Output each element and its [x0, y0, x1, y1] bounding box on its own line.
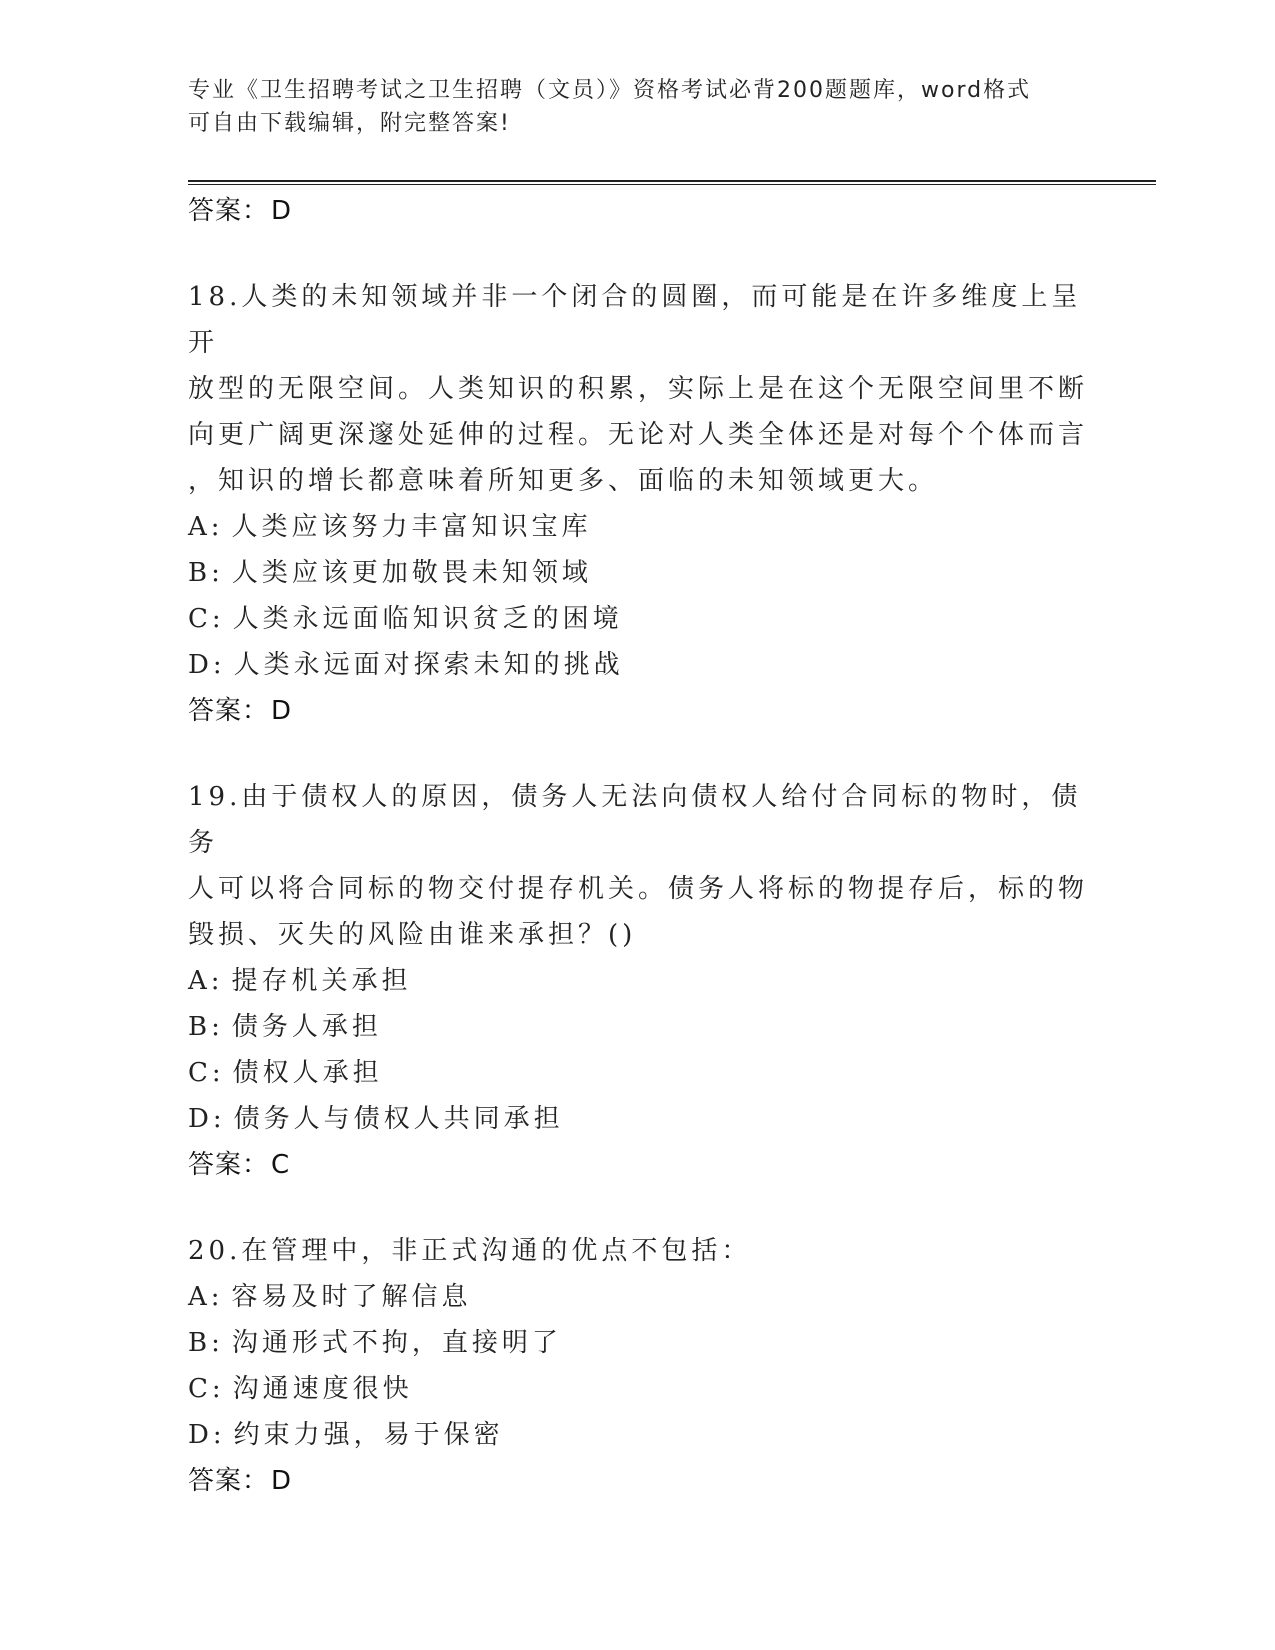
header-line-2: 可自由下载编辑，附完整答案! — [188, 111, 511, 136]
answer-line-17 — [188, 188, 1088, 234]
option-c — [188, 596, 1088, 642]
question-18 — [188, 274, 1088, 734]
option-b — [188, 550, 1088, 596]
question-text-line: ，知识的增长都意味着所知更多、面临的未知领域更大。 — [188, 466, 939, 496]
option-b — [188, 1004, 1088, 1050]
option-key: D: — [188, 1420, 226, 1450]
option-key: D: — [188, 1104, 226, 1134]
question-text-line: 毁损、灭失的风险由谁来承担？() — [188, 920, 637, 950]
option-key: B: — [188, 558, 224, 588]
option-key: C: — [188, 1058, 225, 1088]
answer-value: C — [271, 1150, 291, 1180]
option-text: 提存机关承担 — [231, 966, 412, 996]
question-text-line: 人可以将合同标的物交付提存机关。债务人将标的物提存后，标的物 — [188, 874, 1089, 904]
option-d — [188, 1412, 1088, 1458]
option-text: 沟通形式不拘，直接明了 — [231, 1328, 562, 1358]
option-text: 人类应该更加敬畏未知领域 — [231, 558, 592, 588]
option-key: B: — [188, 1012, 224, 1042]
answer-line — [188, 1458, 1088, 1504]
option-text: 约束力强，易于保密 — [233, 1420, 504, 1450]
option-text: 债权人承担 — [232, 1058, 383, 1088]
answer-value: D — [271, 1466, 293, 1496]
option-a — [188, 958, 1088, 1004]
option-text: 债务人承担 — [231, 1012, 382, 1042]
option-d — [188, 1096, 1088, 1142]
question-text-line: 放型的无限空间。人类知识的积累，实际上是在这个无限空间里不断 — [188, 374, 1089, 404]
option-key: B: — [188, 1328, 224, 1358]
header-rule-thin — [188, 184, 1156, 185]
question-text — [188, 1228, 1088, 1274]
answer-value: D — [271, 196, 293, 226]
answer-label: 答案： — [188, 196, 270, 226]
option-c — [188, 1050, 1088, 1096]
answer-line — [188, 1142, 1088, 1188]
option-key: A: — [188, 966, 224, 996]
option-a — [188, 504, 1088, 550]
option-key: A: — [188, 1282, 224, 1312]
option-key: D: — [188, 650, 226, 680]
document-header — [188, 74, 1068, 140]
answer-label: 答案： — [188, 1150, 270, 1180]
answer-value: D — [271, 696, 293, 726]
answer-line — [188, 688, 1088, 734]
header-line-1: 专业《卫生招聘考试之卫生招聘（文员）》资格考试必背200题题库，word格式 — [188, 78, 1032, 103]
question-list — [188, 188, 1088, 1504]
question-text-line: 18.人类的未知领域并非一个闭合的圆圈，而可能是在许多维度上呈开 — [188, 282, 1082, 358]
header-rule-thick — [188, 180, 1156, 182]
option-text: 人类应该努力丰富知识宝库 — [231, 512, 592, 542]
question-text — [188, 774, 1088, 958]
question-text — [188, 274, 1088, 504]
answer-label: 答案： — [188, 696, 270, 726]
question-text-line: 向更广阔更深邃处延伸的过程。无论对人类全体还是对每个个体而言 — [188, 420, 1089, 450]
question-text-line: 19.由于债权人的原因，债务人无法向债权人给付合同标的物时，债务 — [188, 782, 1082, 858]
option-key: A: — [188, 512, 224, 542]
option-text: 债务人与债权人共同承担 — [233, 1104, 564, 1134]
option-key: C: — [188, 1374, 225, 1404]
answer-label: 答案： — [188, 1466, 270, 1496]
option-text: 容易及时了解信息 — [231, 1282, 472, 1312]
option-text: 人类永远面临知识贫乏的困境 — [232, 604, 623, 634]
option-d — [188, 642, 1088, 688]
option-c — [188, 1366, 1088, 1412]
option-text: 人类永远面对探索未知的挑战 — [233, 650, 624, 680]
question-text-line: 20.在管理中，非正式沟通的优点不包括： — [188, 1236, 752, 1266]
option-text: 沟通速度很快 — [232, 1374, 413, 1404]
option-key: C: — [188, 604, 225, 634]
question-20 — [188, 1228, 1088, 1504]
option-a — [188, 1274, 1088, 1320]
option-b — [188, 1320, 1088, 1366]
question-19 — [188, 774, 1088, 1188]
